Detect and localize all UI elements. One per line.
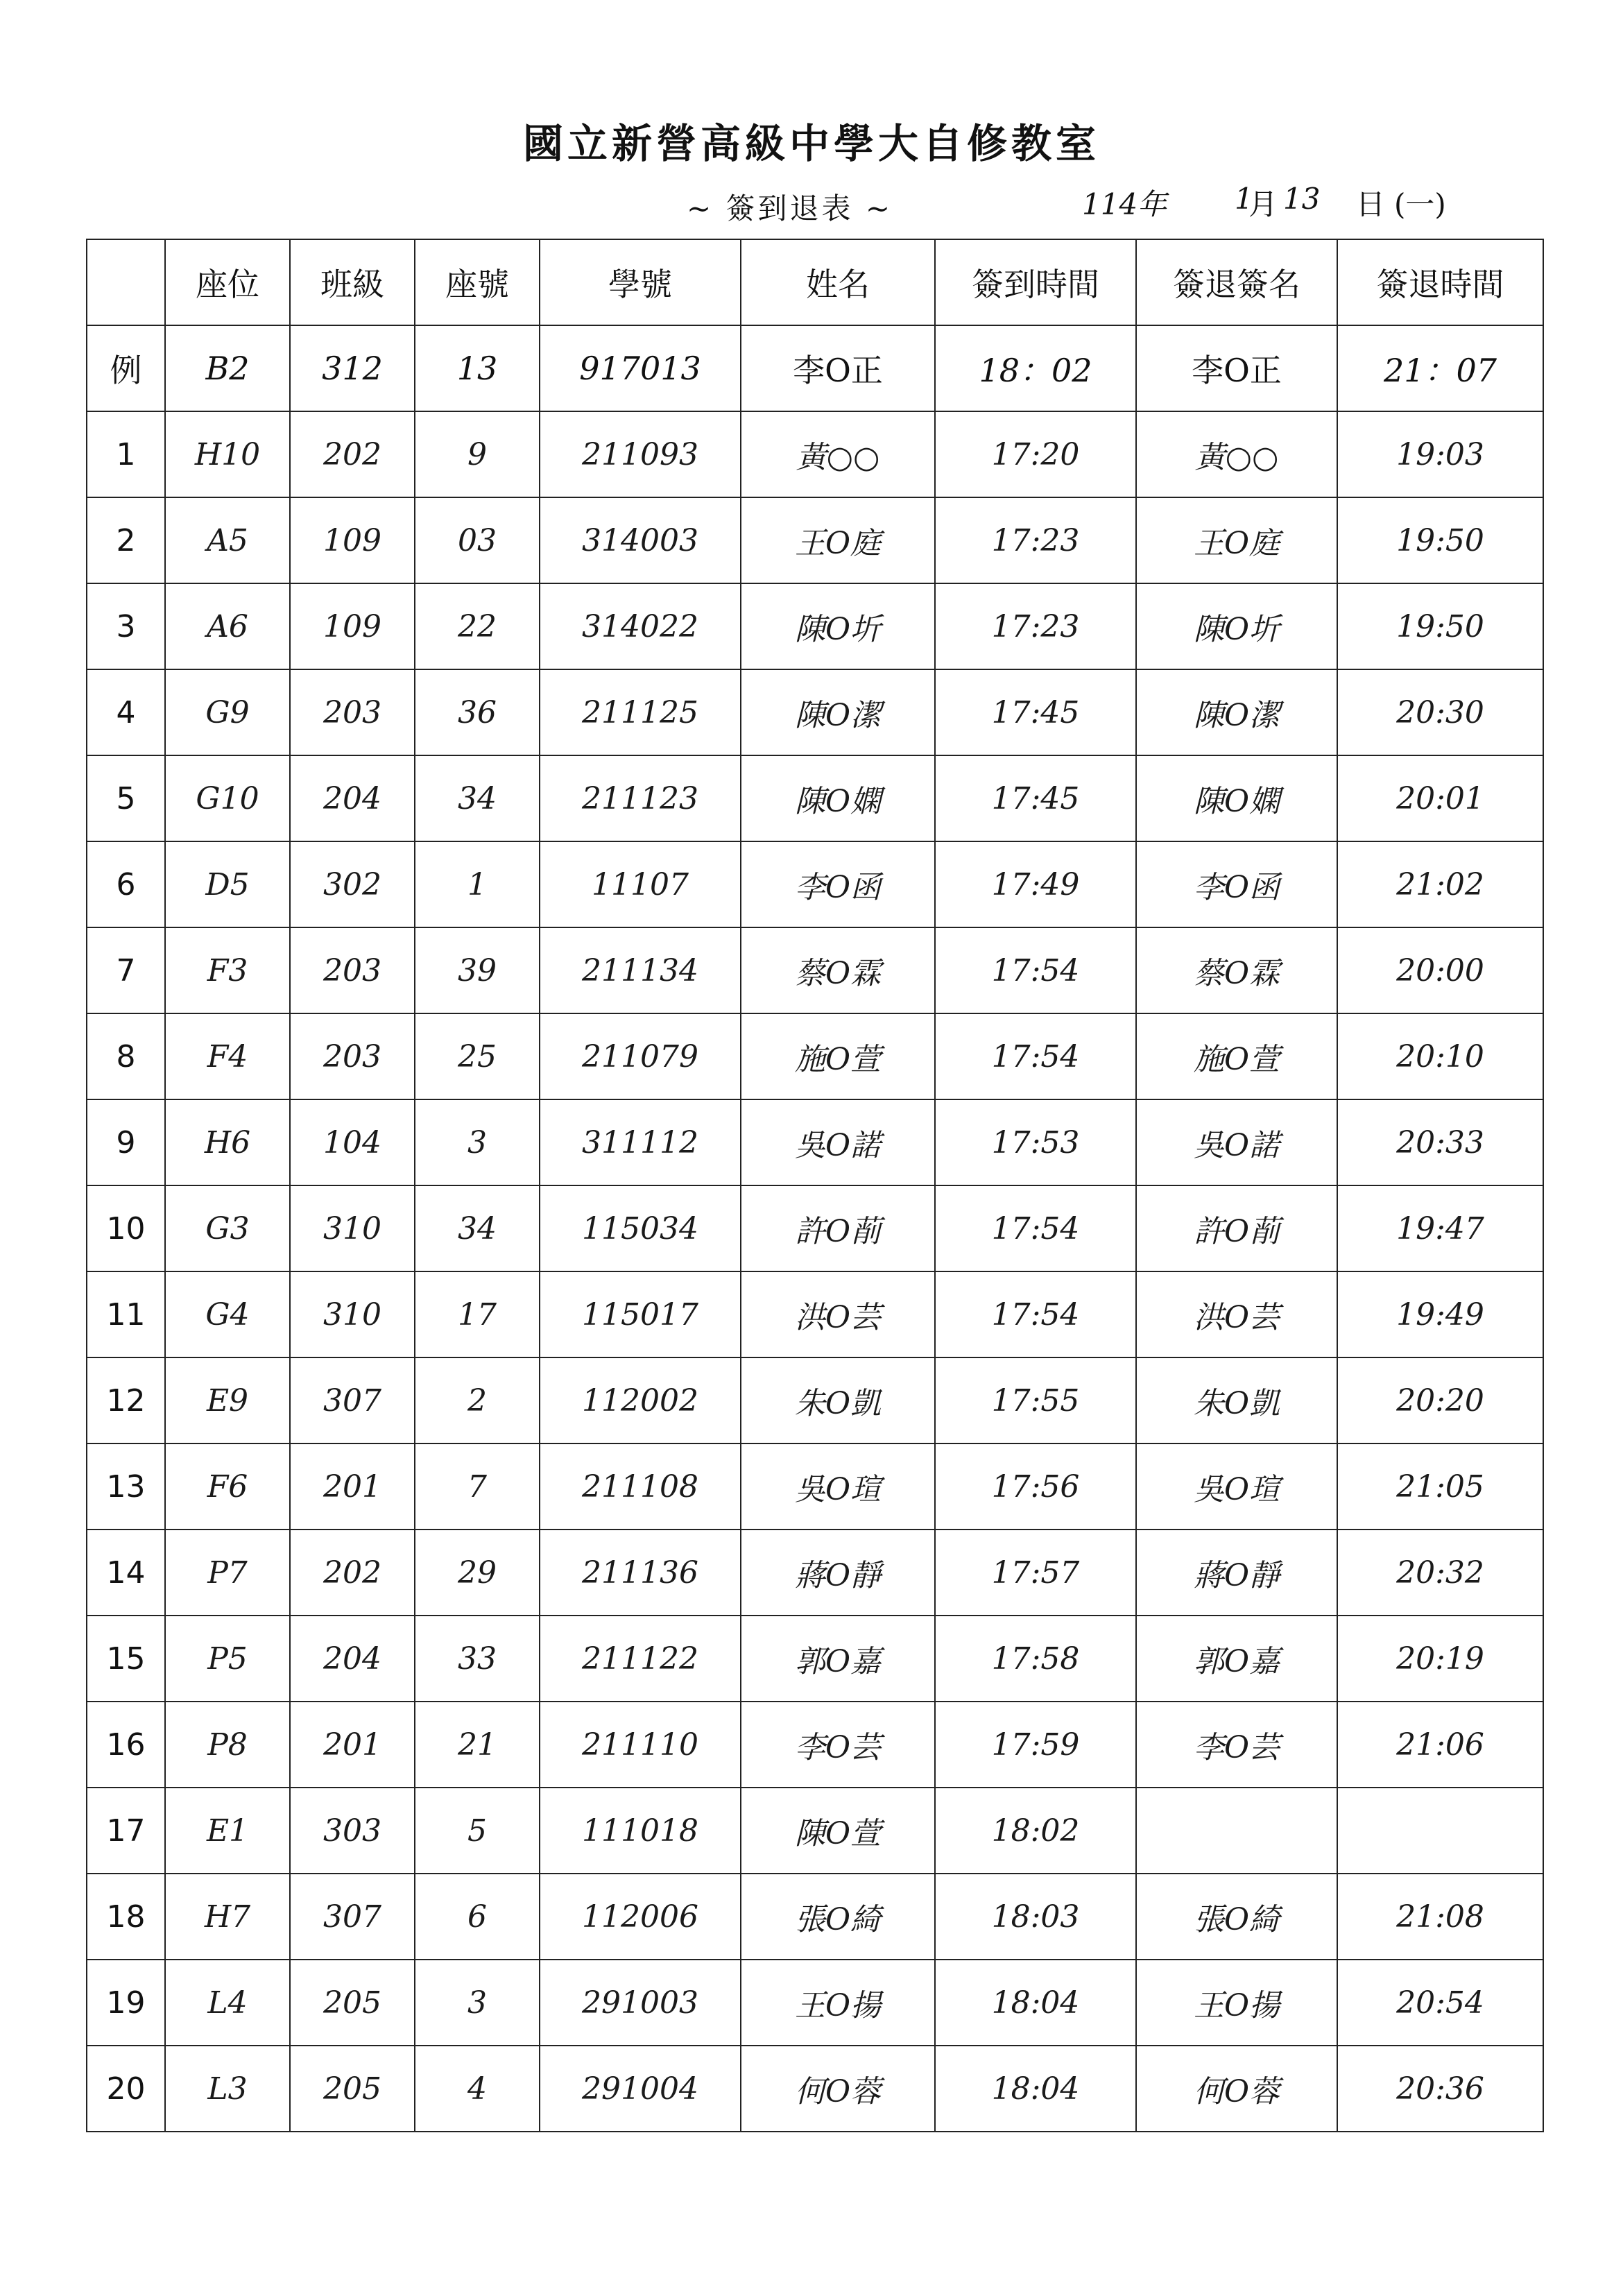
class-cell: 204 [290, 1616, 415, 1702]
example-label: 例 [87, 325, 165, 411]
row-number: 15 [87, 1616, 165, 1702]
checkout-cell: 21：07 [1337, 325, 1543, 411]
class-cell: 203 [290, 1013, 415, 1099]
column-header: 姓名 [741, 239, 935, 325]
number-cell: 2 [415, 1357, 540, 1443]
row-number: 9 [87, 1099, 165, 1185]
student-id-cell: 314003 [540, 497, 741, 583]
column-header: 學號 [540, 239, 741, 325]
checkin-cell: 17:58 [935, 1616, 1136, 1702]
row-number: 2 [87, 497, 165, 583]
class-cell: 202 [290, 1530, 415, 1616]
column-header: 簽到時間 [935, 239, 1136, 325]
checkin-cell: 17:20 [935, 411, 1136, 497]
row-number: 3 [87, 583, 165, 669]
seat-cell: A5 [165, 497, 290, 583]
seat-cell: B2 [165, 325, 290, 411]
row-number: 17 [87, 1788, 165, 1874]
seat-cell: L4 [165, 1960, 290, 2046]
seat-cell: E9 [165, 1357, 290, 1443]
checkout-cell: 19:50 [1337, 497, 1543, 583]
name-cell: 李O正 [741, 325, 935, 411]
table-row [87, 1788, 1543, 1874]
checkin-cell: 18:03 [935, 1874, 1136, 1960]
checkin-cell: 17:55 [935, 1357, 1136, 1443]
row-number: 1 [87, 411, 165, 497]
number-cell: 9 [415, 411, 540, 497]
signout-name-cell: 李O函 [1136, 841, 1337, 927]
checkout-cell: 19:49 [1337, 1271, 1543, 1357]
table-row [87, 1702, 1543, 1788]
class-cell: 204 [290, 755, 415, 841]
row-number: 7 [87, 927, 165, 1013]
name-cell: 王O庭 [741, 497, 935, 583]
checkout-cell: 20:32 [1337, 1530, 1543, 1616]
number-cell: 25 [415, 1013, 540, 1099]
class-cell: 201 [290, 1702, 415, 1788]
name-cell: 朱O凱 [741, 1357, 935, 1443]
seat-cell: H10 [165, 411, 290, 497]
checkout-cell: 19:50 [1337, 583, 1543, 669]
signout-name-cell: 洪O芸 [1136, 1271, 1337, 1357]
number-cell: 3 [415, 1960, 540, 2046]
row-number: 16 [87, 1702, 165, 1788]
table-row [87, 1960, 1543, 2046]
checkin-cell: 17:56 [935, 1443, 1136, 1530]
checkout-cell: 21:06 [1337, 1702, 1543, 1788]
name-cell: 李O函 [741, 841, 935, 927]
seat-cell: F4 [165, 1013, 290, 1099]
signout-name-cell [1136, 1788, 1337, 1874]
name-cell: 陳O圻 [741, 583, 935, 669]
seat-cell: G9 [165, 669, 290, 755]
name-cell: 洪O芸 [741, 1271, 935, 1357]
signout-name-cell: 許O萷 [1136, 1185, 1337, 1271]
signout-name-cell: 陳O圻 [1136, 583, 1337, 669]
student-id-cell: 112006 [540, 1874, 741, 1960]
seat-cell: D5 [165, 841, 290, 927]
date-month-unit: 月 [1248, 187, 1278, 221]
number-cell: 5 [415, 1788, 540, 1874]
student-id-cell: 291003 [540, 1960, 741, 2046]
checkout-cell: 20:54 [1337, 1960, 1543, 2046]
number-cell: 34 [415, 1185, 540, 1271]
checkin-cell: 18:04 [935, 2046, 1136, 2132]
name-cell: 吳O瑄 [741, 1443, 935, 1530]
signout-name-cell: 李O芸 [1136, 1702, 1337, 1788]
row-number: 12 [87, 1357, 165, 1443]
number-cell: 22 [415, 583, 540, 669]
table-row [87, 1443, 1543, 1530]
checkin-cell: 17:57 [935, 1530, 1136, 1616]
table-row [87, 1616, 1543, 1702]
seat-cell: H6 [165, 1099, 290, 1185]
seat-cell: G3 [165, 1185, 290, 1271]
checkout-cell: 21:08 [1337, 1874, 1543, 1960]
class-cell: 202 [290, 411, 415, 497]
checkin-cell: 17:54 [935, 1271, 1136, 1357]
student-id-cell: 211122 [540, 1616, 741, 1702]
name-cell: 何O蓉 [741, 2046, 935, 2132]
row-number: 11 [87, 1271, 165, 1357]
signout-name-cell: 施O萱 [1136, 1013, 1337, 1099]
class-cell: 310 [290, 1185, 415, 1271]
name-cell: 陳O萱 [741, 1788, 935, 1874]
checkin-cell: 17:45 [935, 755, 1136, 841]
class-cell: 303 [290, 1788, 415, 1874]
row-number: 14 [87, 1530, 165, 1616]
class-cell: 109 [290, 583, 415, 669]
checkout-cell: 19:03 [1337, 411, 1543, 497]
signout-name-cell: 郭O嘉 [1136, 1616, 1337, 1702]
name-cell: 張O綺 [741, 1874, 935, 1960]
student-id-cell: 211125 [540, 669, 741, 755]
row-number: 6 [87, 841, 165, 927]
signout-name-cell: 王O庭 [1136, 497, 1337, 583]
student-id-cell: 211123 [540, 755, 741, 841]
row-number: 8 [87, 1013, 165, 1099]
checkout-cell: 20:33 [1337, 1099, 1543, 1185]
checkout-cell: 20:30 [1337, 669, 1543, 755]
table-row [87, 1013, 1543, 1099]
class-cell: 203 [290, 669, 415, 755]
signout-name-cell: 陳O潔 [1136, 669, 1337, 755]
class-cell: 312 [290, 325, 415, 411]
page-title: 國立新營高級中學大自修教室 [522, 120, 1100, 167]
class-cell: 109 [290, 497, 415, 583]
checkin-cell: 17:23 [935, 583, 1136, 669]
column-header [87, 239, 165, 325]
name-cell: 陳O潔 [741, 669, 935, 755]
number-cell: 29 [415, 1530, 540, 1616]
student-id-cell: 211108 [540, 1443, 741, 1530]
student-id-cell: 211079 [540, 1013, 741, 1099]
name-cell: 蔡O霖 [741, 927, 935, 1013]
table-row [87, 2046, 1543, 2132]
table-row [87, 1357, 1543, 1443]
seat-cell: P8 [165, 1702, 290, 1788]
row-number: 19 [87, 1960, 165, 2046]
checkin-cell: 17:59 [935, 1702, 1136, 1788]
example-row [87, 325, 1543, 411]
seat-cell: A6 [165, 583, 290, 669]
student-id-cell: 111018 [540, 1788, 741, 1874]
name-cell: 陳O嫻 [741, 755, 935, 841]
student-id-cell: 211136 [540, 1530, 741, 1616]
student-id-cell: 314022 [540, 583, 741, 669]
seat-cell: G10 [165, 755, 290, 841]
table-row [87, 841, 1543, 927]
seat-cell: P5 [165, 1616, 290, 1702]
student-id-cell: 211093 [540, 411, 741, 497]
checkin-cell: 17:54 [935, 1013, 1136, 1099]
student-id-cell: 211134 [540, 927, 741, 1013]
student-id-cell: 311112 [540, 1099, 741, 1185]
subtitle: ~ 簽到退表 ~ [687, 191, 893, 225]
checkout-cell [1337, 1788, 1543, 1874]
signout-name-cell: 李O正 [1136, 325, 1337, 411]
row-number: 5 [87, 755, 165, 841]
number-cell: 7 [415, 1443, 540, 1530]
column-header: 座號 [415, 239, 540, 325]
class-cell: 104 [290, 1099, 415, 1185]
student-id-cell: 211110 [540, 1702, 741, 1788]
checkin-cell: 17:53 [935, 1099, 1136, 1185]
signout-name-cell: 何O蓉 [1136, 2046, 1337, 2132]
number-cell: 36 [415, 669, 540, 755]
name-cell: 許O萷 [741, 1185, 935, 1271]
student-id-cell: 112002 [540, 1357, 741, 1443]
column-header: 座位 [165, 239, 290, 325]
date-day-unit: 日 [1356, 187, 1386, 221]
name-cell: 蔣O靜 [741, 1530, 935, 1616]
class-cell: 201 [290, 1443, 415, 1530]
date-weekday: (一) [1394, 187, 1446, 221]
table-row [87, 1874, 1543, 1960]
signout-name-cell: 黃○○ [1136, 411, 1337, 497]
seat-cell: H7 [165, 1874, 290, 1960]
checkout-cell: 21:02 [1337, 841, 1543, 927]
student-id-cell: 291004 [540, 2046, 741, 2132]
checkin-cell: 17:54 [935, 1185, 1136, 1271]
checkin-cell: 18:04 [935, 1960, 1136, 2046]
class-cell: 302 [290, 841, 415, 927]
name-cell: 黃○○ [741, 411, 935, 497]
seat-cell: L3 [165, 2046, 290, 2132]
checkout-cell: 20:10 [1337, 1013, 1543, 1099]
number-cell: 6 [415, 1874, 540, 1960]
column-header: 簽退簽名 [1136, 239, 1337, 325]
number-cell: 21 [415, 1702, 540, 1788]
number-cell: 34 [415, 755, 540, 841]
checkout-cell: 20:36 [1337, 2046, 1543, 2132]
checkin-cell: 17:45 [935, 669, 1136, 755]
class-cell: 310 [290, 1271, 415, 1357]
checkout-cell: 20:20 [1337, 1357, 1543, 1443]
table-row [87, 1530, 1543, 1616]
seat-cell: F3 [165, 927, 290, 1013]
checkin-cell: 18:02 [935, 1788, 1136, 1874]
checkin-cell: 18：02 [935, 325, 1136, 411]
checkin-cell: 17:54 [935, 927, 1136, 1013]
signout-name-cell: 吳O諾 [1136, 1099, 1337, 1185]
table-row [87, 755, 1543, 841]
name-cell: 王O揚 [741, 1960, 935, 2046]
signout-name-cell: 蔣O靜 [1136, 1530, 1337, 1616]
checkin-cell: 17:23 [935, 497, 1136, 583]
date-year: 114年 [1082, 187, 1167, 221]
row-number: 4 [87, 669, 165, 755]
column-header: 簽退時間 [1337, 239, 1543, 325]
class-cell: 307 [290, 1357, 415, 1443]
row-number: 18 [87, 1874, 165, 1960]
number-cell: 03 [415, 497, 540, 583]
table-row [87, 1099, 1543, 1185]
number-cell: 4 [415, 2046, 540, 2132]
date-day: 13 [1283, 182, 1321, 216]
signout-name-cell: 陳O嫻 [1136, 755, 1337, 841]
number-cell: 13 [415, 325, 540, 411]
seat-cell: G4 [165, 1271, 290, 1357]
class-cell: 203 [290, 927, 415, 1013]
seat-cell: F6 [165, 1443, 290, 1530]
checkout-cell: 20:01 [1337, 755, 1543, 841]
signout-name-cell: 蔡O霖 [1136, 927, 1337, 1013]
seat-cell: P7 [165, 1530, 290, 1616]
class-cell: 205 [290, 2046, 415, 2132]
name-cell: 李O芸 [741, 1702, 935, 1788]
table-row [87, 669, 1543, 755]
student-id-cell: 115034 [540, 1185, 741, 1271]
checkin-cell: 17:49 [935, 841, 1136, 927]
class-cell: 205 [290, 1960, 415, 2046]
table-row [87, 1271, 1543, 1357]
name-cell: 施O萱 [741, 1013, 935, 1099]
number-cell: 17 [415, 1271, 540, 1357]
signout-name-cell: 朱O凱 [1136, 1357, 1337, 1443]
column-header: 班級 [290, 239, 415, 325]
checkout-cell: 21:05 [1337, 1443, 1543, 1530]
seat-cell: E1 [165, 1788, 290, 1874]
signout-name-cell: 張O綺 [1136, 1874, 1337, 1960]
row-number: 10 [87, 1185, 165, 1271]
number-cell: 33 [415, 1616, 540, 1702]
row-number: 13 [87, 1443, 165, 1530]
table-row [87, 1185, 1543, 1271]
table-row [87, 411, 1543, 497]
signout-name-cell: 吳O瑄 [1136, 1443, 1337, 1530]
signin-table [86, 239, 1544, 2132]
table-row [87, 927, 1543, 1013]
signout-name-cell: 王O揚 [1136, 1960, 1337, 2046]
student-id-cell: 917013 [540, 325, 741, 411]
checkout-cell: 20:19 [1337, 1616, 1543, 1702]
student-id-cell: 11107 [540, 841, 741, 927]
header-row [87, 239, 1543, 325]
table-row [87, 497, 1543, 583]
checkout-cell: 20:00 [1337, 927, 1543, 1013]
number-cell: 1 [415, 841, 540, 927]
name-cell: 郭O嘉 [741, 1616, 935, 1702]
class-cell: 307 [290, 1874, 415, 1960]
date-month: 1 [1235, 182, 1253, 216]
row-number: 20 [87, 2046, 165, 2132]
number-cell: 3 [415, 1099, 540, 1185]
student-id-cell: 115017 [540, 1271, 741, 1357]
table-row [87, 583, 1543, 669]
number-cell: 39 [415, 927, 540, 1013]
checkout-cell: 19:47 [1337, 1185, 1543, 1271]
name-cell: 吳O諾 [741, 1099, 935, 1185]
